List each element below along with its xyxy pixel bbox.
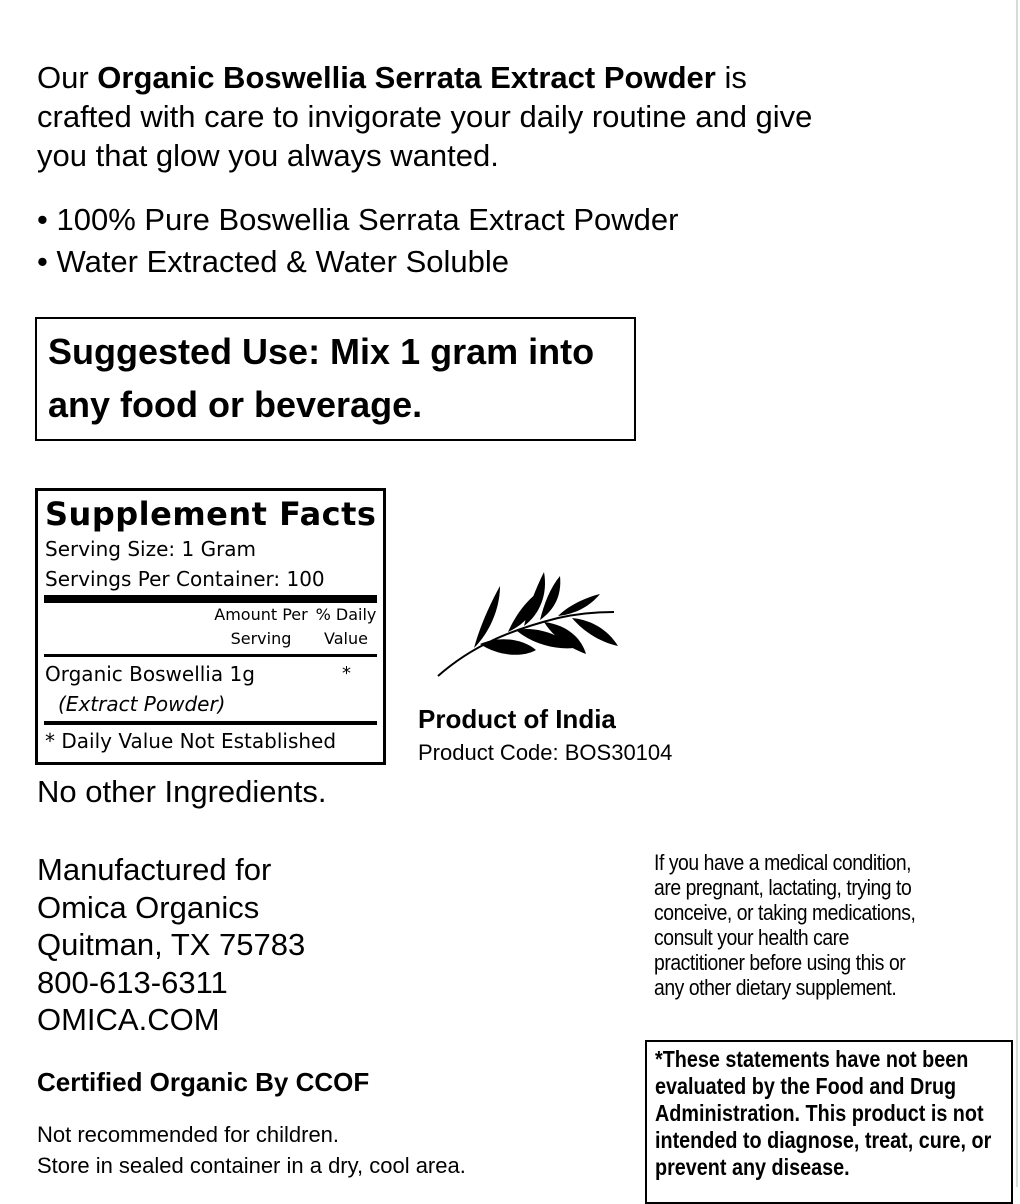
warning-line: consult your health care [654,925,849,950]
fda-line: intended to diagnose, treat, cure, or [655,1127,992,1153]
supplement-facts-title: Supplement Facts [45,495,377,533]
leaf-branch-icon [432,568,622,680]
manufacturer-line: OMICA.COM [37,1002,220,1037]
certified-organic: Certified Organic By CCOF [37,1067,370,1097]
intro-paragraph [37,58,837,175]
manufacturer-line: Quitman, TX 75783 [37,927,306,962]
suggested-use-box [35,317,636,441]
note-line: Store in sealed container in a dry, cool area. [37,1153,466,1178]
page-edge-divider [1016,0,1018,1187]
medium-rule [44,654,377,657]
servings-per-container: Servings Per Container: 100 [45,567,325,591]
ingredient-name: Organic Boswellia 1g [45,662,255,686]
intro-suffix: is crafted with care to invigorate your daily routine and give you that glow you always wanted. [37,60,813,173]
suggested-use-text: Suggested Use: Mix 1 gram into any food or beverage. [48,331,595,425]
warning-line: any other dietary supplement. [654,975,897,1000]
amount-header-line1: Amount Per [214,605,308,624]
manufacturer-line: Manufactured for [37,852,272,887]
warning-line: If you have a medical condition, [654,850,912,875]
amount-per-serving-header [214,603,308,651]
product-name: Organic Boswellia Serrata Extract Powder [97,60,716,95]
daily-value-header [315,603,377,651]
warning-line: are pregnant, lactating, trying to [654,875,912,900]
daily-value-footnote: * Daily Value Not Established [45,729,337,753]
ingredient-form: (Extract Powder) [58,692,226,716]
bullet-item: • Water Extracted & Water Soluble [37,244,510,279]
manufacturer-line: 800-613-6311 [37,964,228,1000]
fda-line: Administration. This product is not [655,1100,984,1126]
medical-warning [654,850,944,1000]
feature-bullets [37,199,678,283]
manufacturer-line: Omica Organics [37,889,260,925]
dv-header-line2: Value [324,629,368,648]
thick-rule [44,595,377,603]
bullet-item: • 100% Pure Boswellia Serrata Extract Powder [37,202,679,237]
supplement-facts-panel [35,488,386,765]
fda-line: *These statements have not been [655,1046,969,1072]
ingredient-daily-value: * [342,663,351,684]
dv-header-line1: % Daily [315,605,377,624]
warning-line: conceive, or taking medications, [654,900,916,925]
bottom-rule [44,721,377,725]
fda-line: evaluated by the Food and Drug [655,1073,957,1099]
fda-line: prevent any disease. [655,1154,850,1180]
note-line: Not recommended for children. [37,1122,340,1147]
product-code: Product Code: BOS30104 [418,740,673,765]
fda-disclaimer-text [655,1046,999,1181]
storage-notes [37,1119,466,1181]
warning-line: practitioner before using this or [654,950,906,975]
fda-disclaimer-box [645,1040,1013,1204]
serving-size: Serving Size: 1 Gram [45,537,257,561]
no-other-ingredients: No other Ingredients. [37,774,327,809]
manufacturer-info [37,851,305,1039]
product-origin: Product of India [418,704,616,734]
amount-header-line2: Serving [230,629,292,648]
intro-prefix: Our [37,60,98,95]
